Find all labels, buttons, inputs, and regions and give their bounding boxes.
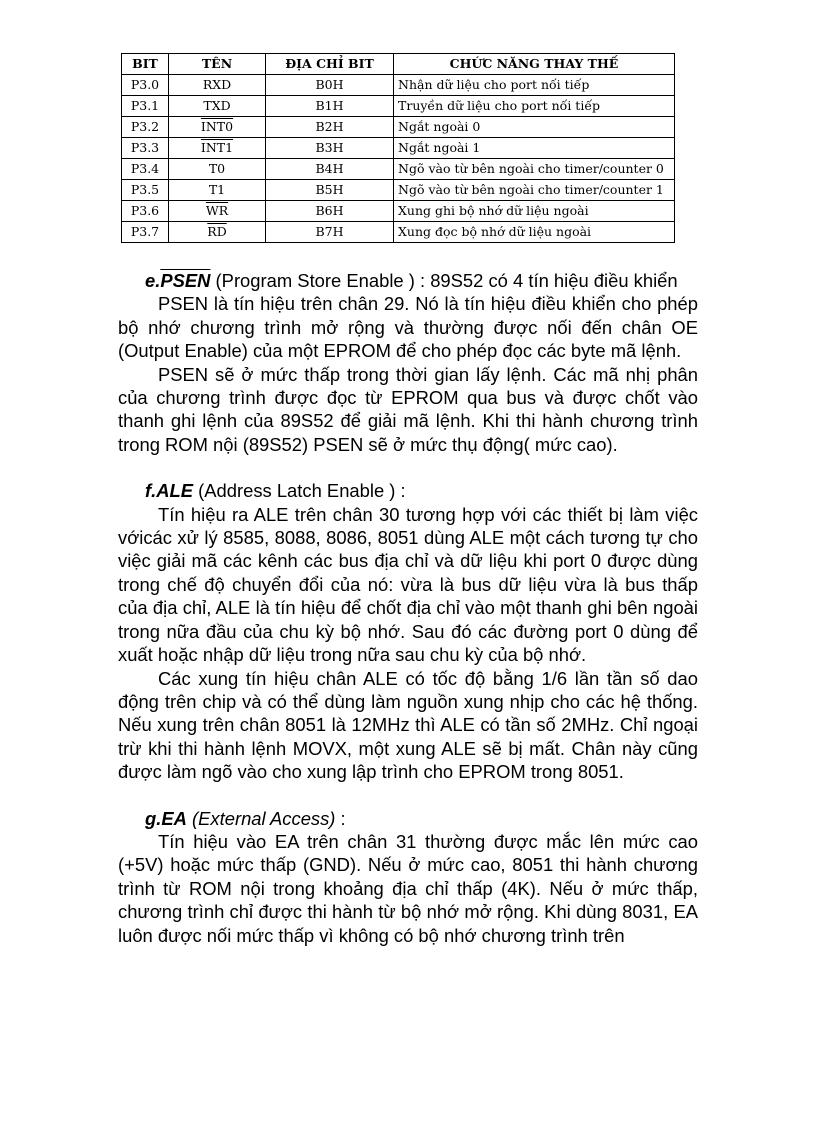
ea-heading-rest: (External Access) — [186, 807, 336, 829]
cell-bit: P3.3 — [122, 138, 169, 159]
port3-function-table — [121, 53, 675, 243]
cell-address: B1H — [266, 96, 394, 117]
cell-bit: P3.0 — [122, 75, 169, 96]
table-header-row — [122, 54, 675, 75]
header-bit-address: ĐỊA CHỈ BIT — [266, 54, 394, 75]
table-row — [122, 222, 675, 243]
table-row — [122, 96, 675, 117]
cell-function: Ngắt ngoài 1 — [394, 138, 675, 159]
cell-address: B2H — [266, 117, 394, 138]
ale-title: f.ALE — [145, 480, 194, 502]
cell-name: T0 — [169, 159, 266, 180]
psen-prefix: e. — [145, 270, 161, 291]
cell-function: Ngắt ngoài 0 — [394, 117, 675, 138]
body-text — [118, 269, 698, 947]
paragraph: Tín hiệu vào EA trên chân 31 thường được mắc lên mức cao (+5V) hoặc mức thấp (GND). Nếu ở mức cao, 8051 thi hành chương trình từ ROM nội trong khoảng địa chỉ thấp (4K). Nếu ở mức thấp, chương trình chỉ được thi hành từ bộ nhớ mở rộng. Khi dùng 8031, EA luôn được nối mức thấp vì không có bộ nhớ chương trình trên — [118, 830, 698, 946]
section-heading-ale — [118, 479, 698, 502]
cell-address: B5H — [266, 180, 394, 201]
cell-name — [169, 222, 266, 243]
cell-address: B6H — [266, 201, 394, 222]
psen-name: PSEN — [160, 270, 211, 291]
paragraph: Các xung tín hiệu chân ALE có tốc độ bằng 1/6 lần tần số dao động trên chip và có thể dùng làm nguồn xung nhịp cho các hệ thống. Nếu xung trên chân 8051 là 12MHz thì ALE có tần số 2MHz. Chỉ ngoại trừ khi thi hành lệnh MOVX, một xung ALE sẽ bị mất. Chân này cũng được làm ngõ vào cho xung lập trình cho EPROM trong 8051. — [118, 667, 698, 783]
table-row — [122, 117, 675, 138]
active-low-name: INT0 — [200, 119, 234, 134]
header-bit: BIT — [122, 54, 169, 75]
spacer — [118, 456, 698, 479]
cell-address: B7H — [266, 222, 394, 243]
cell-name: TXD — [169, 96, 266, 117]
cell-name — [169, 201, 266, 222]
cell-bit: P3.7 — [122, 222, 169, 243]
header-alternate-function: CHỨC NĂNG THAY THẾ — [394, 54, 675, 75]
cell-function: Ngõ vào từ bên ngoài cho timer/counter 1 — [394, 180, 675, 201]
paragraph: Tín hiệu ra ALE trên chân 30 tương hợp với các thiết bị làm việc vớicác xử lý 8585, 8088, 8086, 8051 dùng ALE một cách tương tự cho việc giải mã các kênh các bus địa chỉ và dữ liệu khi port 0 được dùng trong chế độ chuyển đổi của nó: vừa là bus dữ liệu vừa là bus thấp của địa chỉ, ALE là tín hiệu để chốt địa chỉ vào một thanh ghi bên ngoài trong nữa đầu của chu kỳ bộ nhớ. Sau đó các đường port 0 dùng để xuất hoặc nhập dữ liệu trong nữa sau chu kỳ của bộ nhớ. — [118, 503, 698, 666]
paragraph: PSEN là tín hiệu trên chân 29. Nó là tín hiệu điều khiển cho phép bộ nhớ chương trình mở rộng và thường được nối đến chân OE (Output Enable) của một EPROM để cho phép đọc các byte mã lệnh. — [118, 293, 698, 362]
cell-address: B4H — [266, 159, 394, 180]
cell-address: B0H — [266, 75, 394, 96]
cell-name: RXD — [169, 75, 266, 96]
paragraph: PSEN sẽ ở mức thấp trong thời gian lấy lệnh. Các mã nhị phân của chương trình được đọc từ EPROM qua bus và được chốt vào thanh ghi lệnh của 89S52 để giải mã lệnh. Khi thi hành chương trình trong ROM nội (89S52) PSEN sẽ ở mức thụ động( mức cao). — [118, 363, 698, 455]
cell-bit: P3.2 — [122, 117, 169, 138]
cell-address: B3H — [266, 138, 394, 159]
spacer — [118, 784, 698, 807]
active-low-name: $\overline{WR}$ — [205, 203, 229, 218]
section-heading-ea — [118, 807, 698, 830]
ale-heading-rest: (Address Latch Enable ) : — [193, 480, 406, 502]
cell-bit: P3.5 — [122, 180, 169, 201]
cell-bit: P3.4 — [122, 159, 169, 180]
psen-heading-rest: (Program Store Enable ) : 89S52 có 4 tín hiệu điều khiển — [210, 270, 678, 291]
cell-bit: P3.6 — [122, 201, 169, 222]
table-row — [122, 75, 675, 96]
cell-bit: P3.1 — [122, 96, 169, 117]
header-name: TÊN — [169, 54, 266, 75]
cell-name — [169, 117, 266, 138]
table-row — [122, 138, 675, 159]
cell-function: Ngõ vào từ bên ngoài cho timer/counter 0 — [394, 159, 675, 180]
cell-name — [169, 138, 266, 159]
active-low-name: INT1 — [200, 140, 234, 155]
active-low-name: $\overline{RD}$ — [207, 224, 227, 239]
cell-name: T1 — [169, 180, 266, 201]
table-row — [122, 201, 675, 222]
ea-heading-colon: : — [335, 807, 346, 829]
table-row — [122, 159, 675, 180]
cell-function: Truyền dữ liệu cho port nối tiếp — [394, 96, 675, 117]
table-row — [122, 180, 675, 201]
section-heading-psen — [118, 269, 698, 292]
cell-function: Xung đọc bộ nhớ dữ liệu ngoài — [394, 222, 675, 243]
cell-function: Nhận dữ liệu cho port nối tiếp — [394, 75, 675, 96]
cell-function: Xung ghi bộ nhớ dữ liệu ngoài — [394, 201, 675, 222]
ea-title: g.EA — [145, 807, 187, 829]
